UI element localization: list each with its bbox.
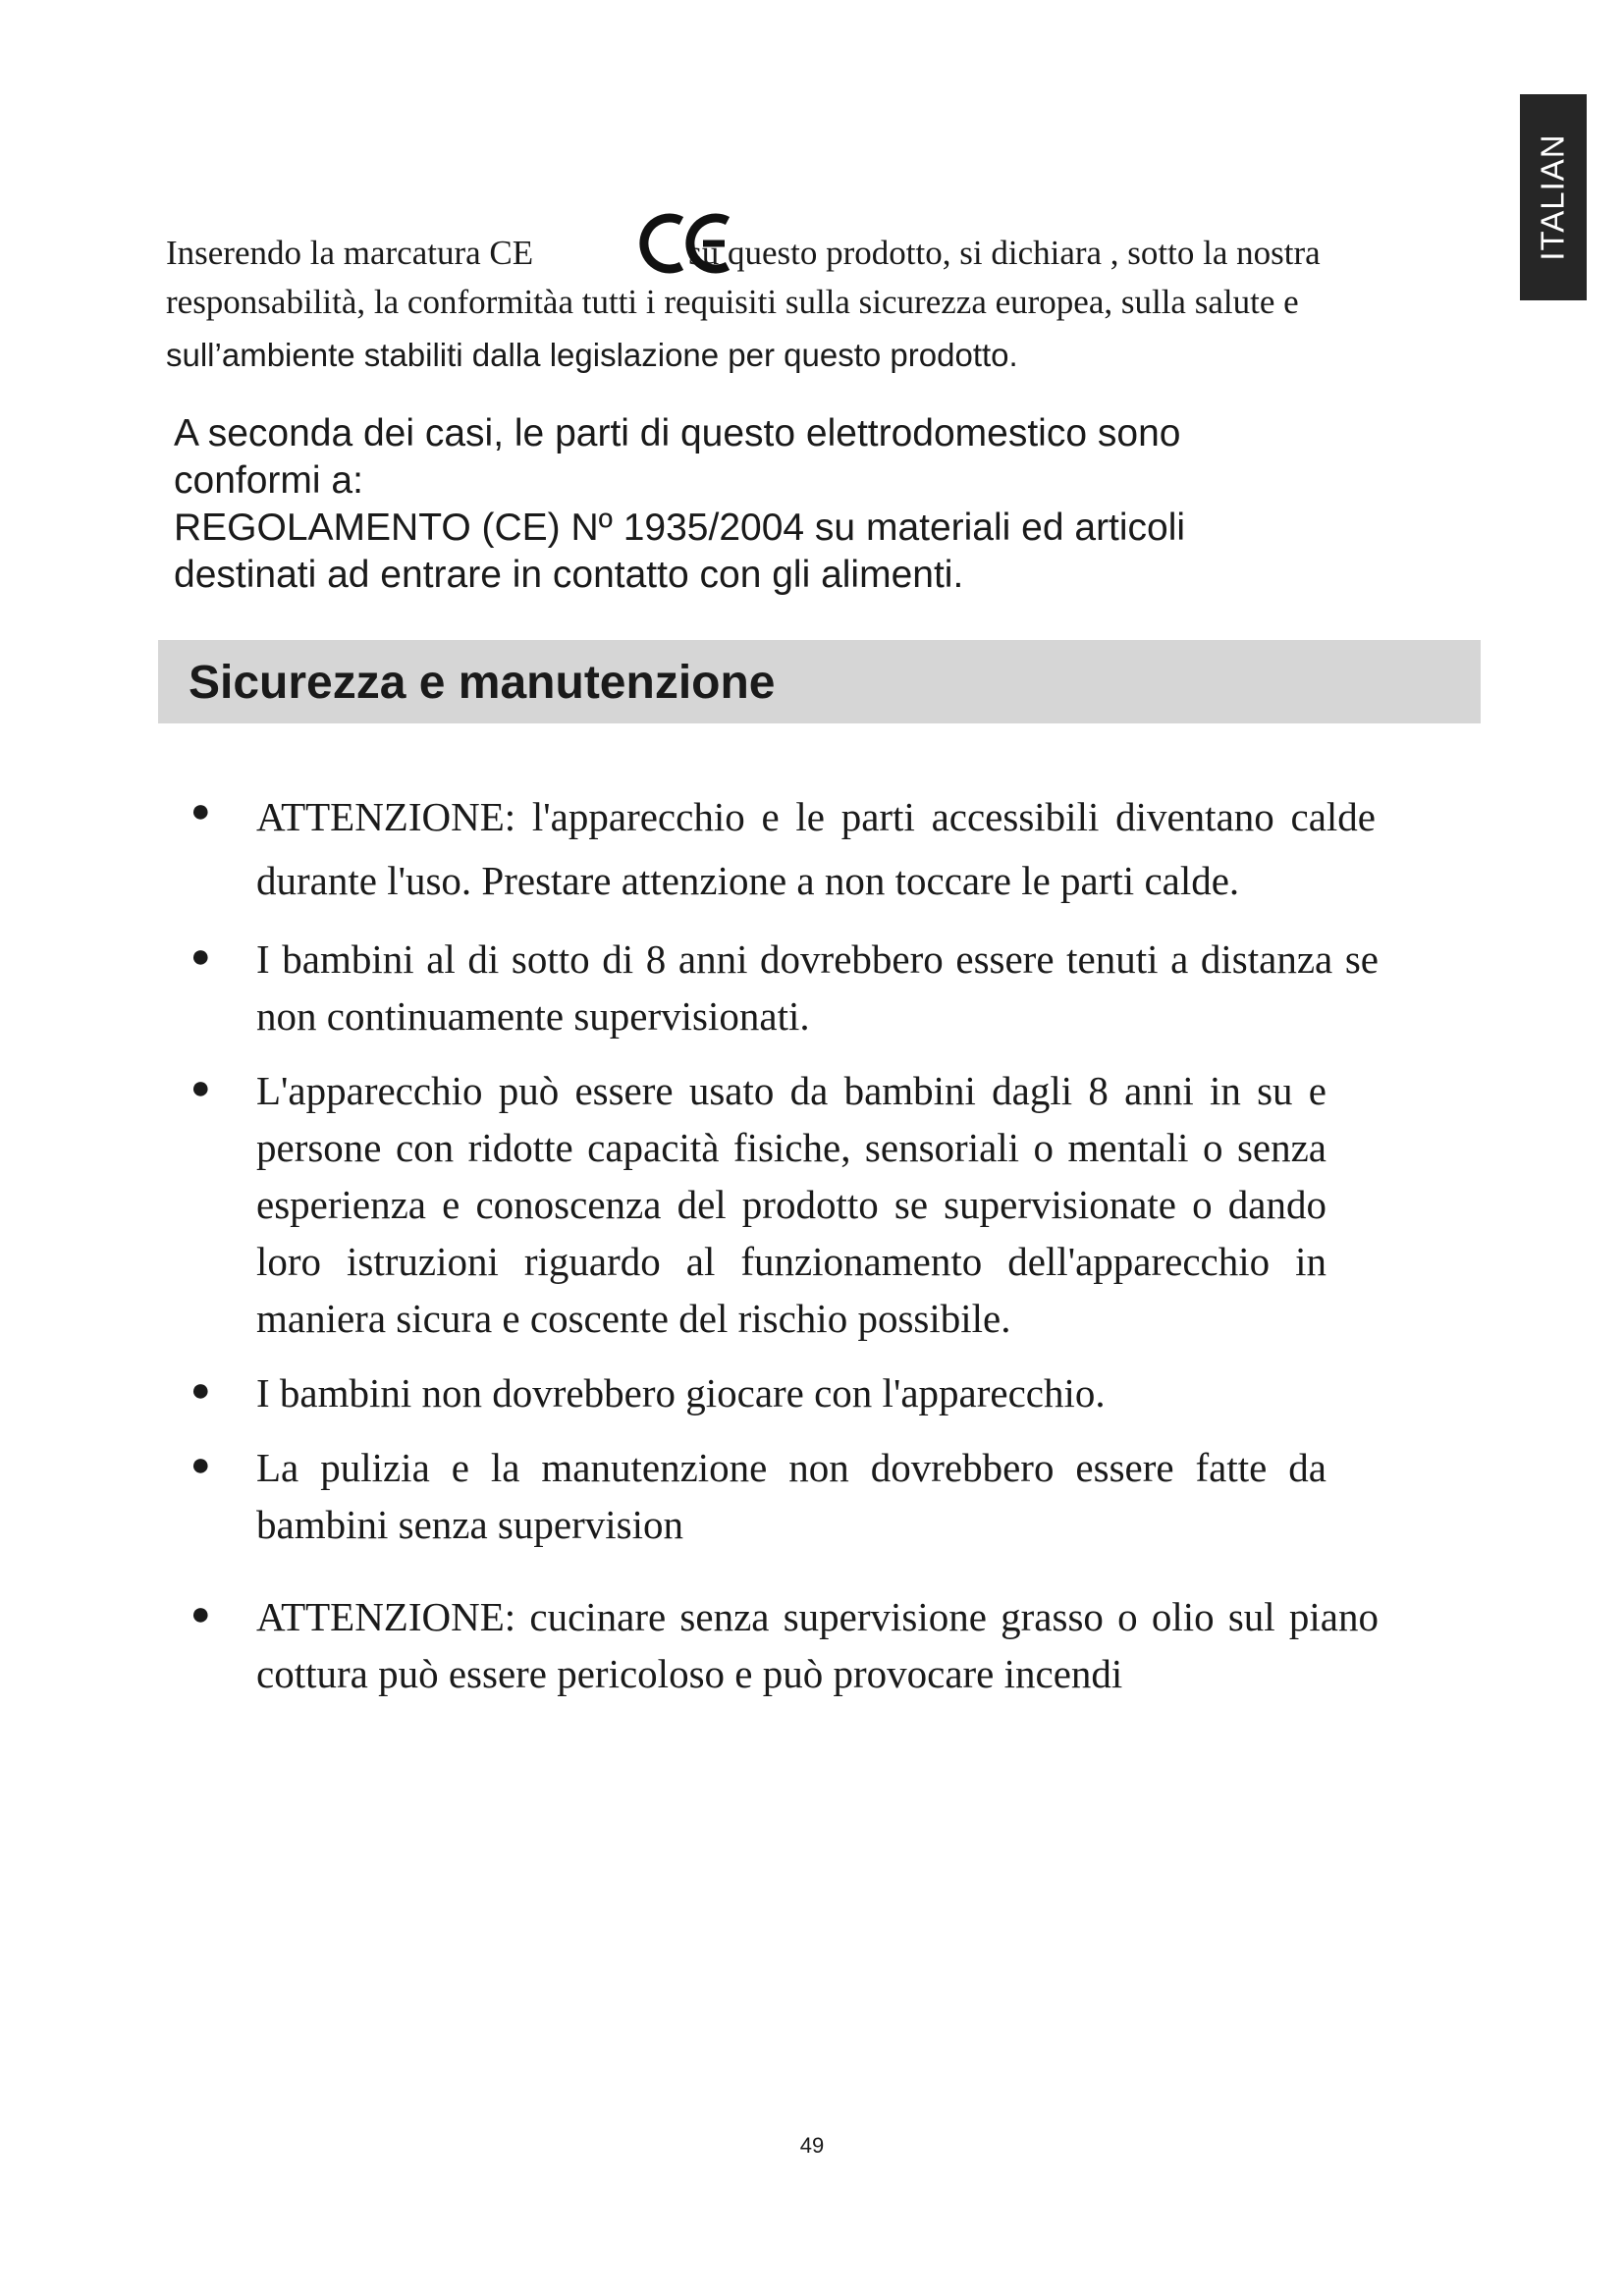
bullet-text: ATTENZIONE: l'apparecchio e le parti accessibili diventano calde durante l'uso. Prestare attenzione a non toccare le parti calde. <box>256 794 1376 903</box>
bullet-text: ATTENZIONE: cucinare senza supervisione grasso o olio sul piano cottura può essere pericoloso e può provocare incendi <box>256 1594 1379 1696</box>
section-title: Sicurezza e manutenzione <box>189 657 776 709</box>
bullet-dot-icon: ● <box>190 1596 211 1632</box>
bullet-dot-icon: ● <box>190 1447 211 1483</box>
page-number: 49 <box>799 2133 825 2158</box>
bullet-text: I bambini non dovrebbero giocare con l'apparecchio. <box>256 1370 1106 1415</box>
bullet-item <box>189 1364 1379 1421</box>
bullet-text: La pulizia e la manutenzione non dovrebbero essere fatte da bambini senza supervision <box>256 1445 1326 1547</box>
ce-mark-icon <box>638 211 732 276</box>
bullet-item <box>189 1588 1379 1702</box>
conformity-statement <box>174 410 1303 599</box>
bullet-dot-icon: ● <box>190 938 211 975</box>
bullet-dot-icon: ● <box>190 1372 211 1409</box>
bullet-dot-icon: ● <box>190 1070 211 1106</box>
conformity-line-1: A seconda dei casi, le parti di questo elettrodomestico sono conformi a: <box>174 412 1181 502</box>
bullet-item <box>189 1062 1326 1347</box>
intro-line-1 <box>166 234 1321 273</box>
conformity-regulation: REGOLAMENTO (CE) Nº 1935/2004 su materiali ed articoli destinati ad entrare in contatto con gli alimenti. <box>174 507 1186 596</box>
bullet-dot-icon: ● <box>190 793 211 829</box>
safety-bullet-list <box>189 785 1379 1702</box>
intro-line-3: sull’ambiente stabiliti dalla legislazione per questo prodotto. <box>166 337 1018 373</box>
intro-line-2: responsabilità, la conformitàa tutti i requisiti sulla sicurezza europea, sulla salute e <box>166 283 1299 321</box>
bullet-item <box>189 931 1379 1044</box>
language-tab-label: ITALIAN <box>1535 133 1572 261</box>
bullet-text: I bambini al di sotto di 8 anni dovrebbero essere tenuti a distanza se non continuamente supervisionati. <box>256 936 1379 1039</box>
intro-line-1-after: su questo prodotto, si dichiara , sotto la nostra <box>688 234 1321 272</box>
language-tab <box>1520 94 1587 300</box>
bullet-item <box>189 785 1376 913</box>
intro-line-1-before: Inserendo la marcatura CE <box>166 234 534 272</box>
bullet-text: L'apparecchio può essere usato da bambini dagli 8 anni in su e persone con ridotte capacità fisiche, sensoriali o mentali o senza esperienza e conoscenza del prodotto se supervisionate o dando loro istruzioni riguardo al funzionamento dell'apparecchio in maniera sicura e coscente del rischio possibile. <box>256 1068 1326 1341</box>
bullet-item <box>189 1439 1326 1553</box>
